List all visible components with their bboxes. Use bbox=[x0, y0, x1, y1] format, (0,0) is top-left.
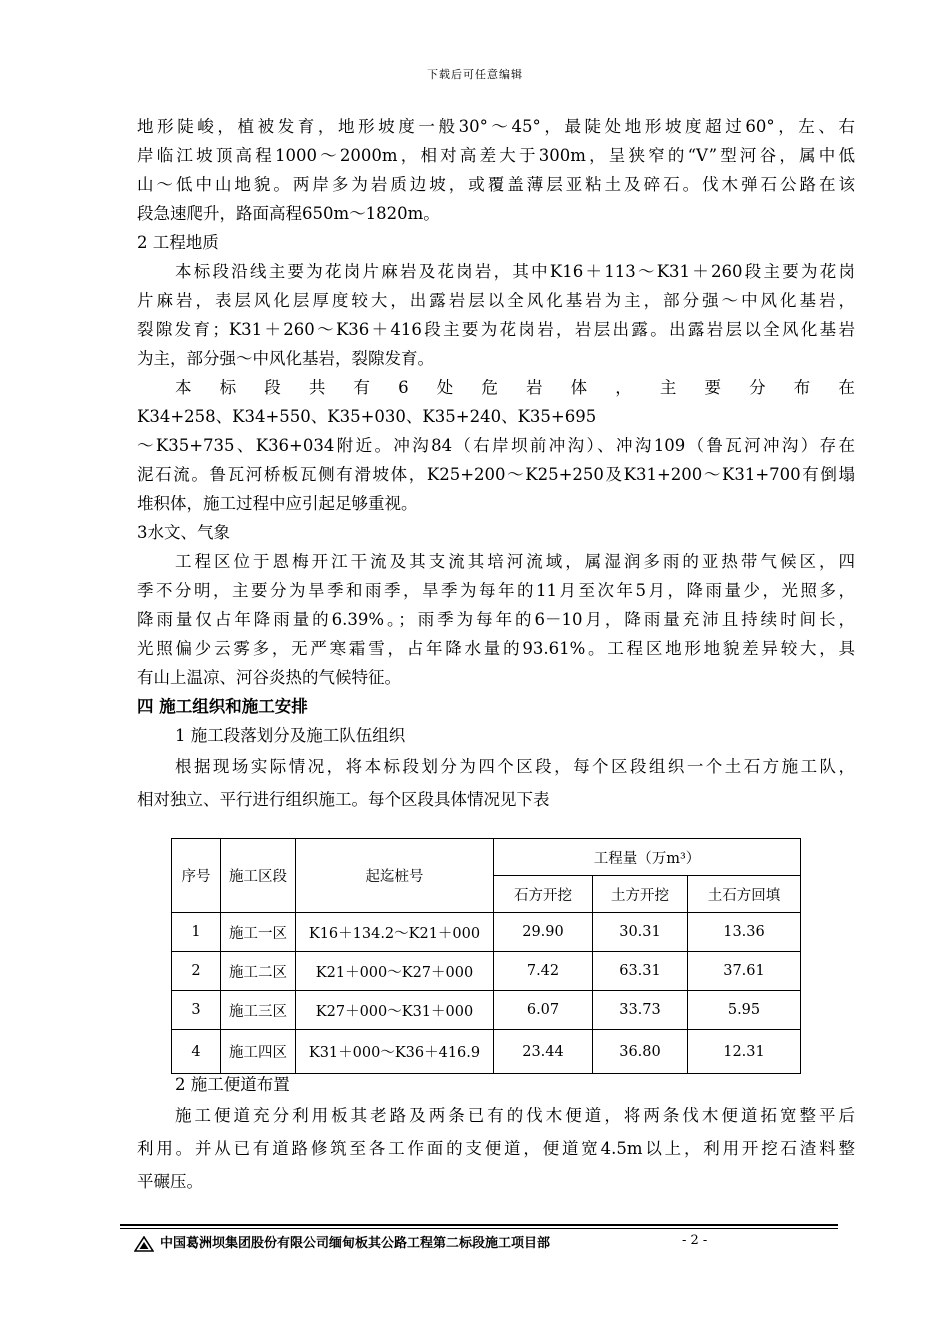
char: 要 bbox=[704, 378, 721, 397]
table-cell-earth: 63.31 bbox=[593, 952, 688, 991]
paragraph-line-spread bbox=[137, 373, 855, 402]
table-cell-stake: K16＋134.2～K21＋000 bbox=[296, 913, 494, 952]
table-header-earth: 土方开挖 bbox=[593, 876, 688, 913]
header-note: 下载后可任意编辑 bbox=[427, 68, 523, 81]
table-cell-stake: K27＋000～K31＋000 bbox=[296, 991, 494, 1030]
table-header-rock: 石方开挖 bbox=[494, 876, 593, 913]
paragraph-line: 施工便道充分利用板其老路及两条已有的伐木便道，将两条伐木便道拓宽整平后 bbox=[175, 1106, 855, 1125]
footer-company-name: 中国葛洲坝集团股份有限公司缅甸板其公路工程第二标段施工项目部 bbox=[160, 1236, 551, 1251]
table-cell-earth: 33.73 bbox=[593, 991, 688, 1030]
paragraph-line: 光照偏少云雾多，无严寒霜雪，占年降水量的93.61%。工程区地形地貌差异较大，具 bbox=[137, 639, 855, 658]
table-header-fill: 土石方回填 bbox=[688, 876, 801, 913]
char: 有 bbox=[353, 378, 370, 397]
char: 6 bbox=[398, 378, 409, 397]
paragraph-line: ～K35+735、K36+034附近。冲沟84（右岸坝前冲沟）、冲沟109（鲁瓦河冲沟）存在 bbox=[137, 436, 855, 455]
table-cell-zone: 施工一区 bbox=[221, 913, 296, 952]
paragraph-line: 平碾压。 bbox=[137, 1172, 203, 1191]
table-cell-rock: 23.44 bbox=[494, 1030, 593, 1074]
paragraph-line: 相对独立、平行进行组织施工。每个区段具体情况见下表 bbox=[137, 790, 550, 809]
table-cell-zone: 施工三区 bbox=[221, 991, 296, 1030]
paragraph-line: 降雨量仅占年降雨量的6.39%。；雨季为每年的6－10月，降雨量充沛且持续时间长， bbox=[137, 610, 855, 629]
document-body bbox=[137, 112, 855, 816]
char: 危 bbox=[481, 378, 498, 397]
table-row bbox=[172, 991, 801, 1030]
table-header-quantity: 工程量（万m³） bbox=[494, 839, 801, 876]
works-quantity-table bbox=[171, 838, 801, 1074]
table-cell-fill: 37.61 bbox=[688, 952, 801, 991]
paragraph-line: 裂隙发育；K31＋260～K36＋416段主要为花岗岩，岩层出露。出露岩层以全风化基岩 bbox=[137, 320, 855, 339]
table-cell-zone: 施工二区 bbox=[221, 952, 296, 991]
table-row bbox=[172, 913, 801, 952]
paragraph-line: 岸临江坡顶高程1000～2000m，相对高差大于300m，呈狭窄的“V”型河谷，属中低 bbox=[137, 146, 855, 165]
table-header-no: 序号 bbox=[172, 839, 221, 913]
table-cell-zone: 施工四区 bbox=[221, 1030, 296, 1074]
section-heading-geology: 2 工程地质 bbox=[137, 233, 219, 252]
char: 处 bbox=[436, 378, 454, 397]
paragraph-line: 本标段沿线主要为花岗片麻岩及花岗岩，其中K16＋113～K31＋260段主要为花岗 bbox=[175, 262, 855, 281]
section-heading-hydrology: 3水文、气象 bbox=[137, 523, 230, 542]
table-cell-rock: 29.90 bbox=[494, 913, 593, 952]
paragraph-line: 段急速爬升，路面高程650m～1820m。 bbox=[137, 204, 440, 223]
char: 段 bbox=[264, 378, 281, 397]
paragraph-line: 有山上温凉、河谷炎热的气候特征。 bbox=[137, 668, 401, 687]
table-cell-no: 3 bbox=[172, 991, 221, 1030]
footer-rule bbox=[120, 1228, 838, 1229]
paragraph-line: 片麻岩，表层风化层厚度较大，出露岩层以全风化基岩为主，部分强～中风化基岩， bbox=[137, 291, 855, 310]
char: 岩 bbox=[526, 378, 543, 397]
page-number: - 2 - bbox=[682, 1233, 708, 1248]
subsection-heading-access-roads: 2 施工便道布置 bbox=[175, 1075, 290, 1094]
table-header-stake: 起迄桩号 bbox=[296, 839, 494, 913]
table-header-zone: 施工区段 bbox=[221, 839, 296, 913]
table-cell-no: 2 bbox=[172, 952, 221, 991]
paragraph-line: 季不分明，主要分为旱季和雨季，旱季为每年的11月至次年5月，降雨量少，光照多， bbox=[137, 581, 855, 600]
table-row bbox=[172, 1030, 801, 1074]
table-cell-no: 4 bbox=[172, 1030, 221, 1074]
paragraph-line: 根据现场实际情况，将本标段划分为四个区段，每个区段组织一个土石方施工队， bbox=[175, 757, 855, 776]
table-cell-fill: 5.95 bbox=[688, 991, 801, 1030]
paragraph-line: 泥石流。鲁瓦河桥板瓦侧有滑坡体，K25+200～K25+250及K31+200～K31+700有倒塌 bbox=[137, 465, 855, 484]
char: ， bbox=[615, 378, 632, 397]
char: 标 bbox=[219, 378, 237, 397]
paragraph-line: 为主，部分强～中风化基岩，裂隙发育。 bbox=[137, 349, 434, 368]
table-cell-rock: 6.07 bbox=[494, 991, 593, 1030]
footer-rule bbox=[120, 1224, 838, 1226]
paragraph-line: 地形陡峻，植被发育，地形坡度一般30°～45°，最陡处地形坡度超过60°，左、右 bbox=[137, 117, 855, 136]
table-cell-stake: K21＋000～K27＋000 bbox=[296, 952, 494, 991]
char: 体 bbox=[570, 378, 588, 397]
table-cell-no: 1 bbox=[172, 913, 221, 952]
table-cell-fill: 13.36 bbox=[688, 913, 801, 952]
subsection-heading-zoning: 1 施工段落划分及施工队伍组织 bbox=[175, 726, 406, 745]
table-cell-stake: K31＋000～K36＋416.9 bbox=[296, 1030, 494, 1074]
table-cell-rock: 7.42 bbox=[494, 952, 593, 991]
char: 共 bbox=[308, 378, 326, 397]
paragraph-line: K34+258、K34+550、K35+030、K35+240、K35+695 bbox=[137, 407, 597, 426]
paragraph-line: 堆积体，施工过程中应引起足够重视。 bbox=[137, 494, 418, 513]
table-cell-fill: 12.31 bbox=[688, 1030, 801, 1074]
paragraph-line: 山～低中山地貌。两岸多为岩质边坡，或覆盖薄层亚粘土及碎石。伐木弹石公路在该 bbox=[137, 175, 855, 194]
char: 分 bbox=[749, 378, 766, 397]
document-body-after-table bbox=[137, 1070, 855, 1198]
paragraph-line: 工程区位于恩梅开江干流及其支流其培河流域，属湿润多雨的亚热带气候区，四 bbox=[175, 552, 855, 571]
char: 主 bbox=[659, 378, 677, 397]
char: 布 bbox=[793, 378, 811, 397]
table-row bbox=[172, 952, 801, 991]
section-heading-construction-organization: 四 施工组织和施工安排 bbox=[137, 697, 308, 716]
table-cell-earth: 36.80 bbox=[593, 1030, 688, 1074]
char: 在 bbox=[838, 378, 855, 397]
table-cell-earth: 30.31 bbox=[593, 913, 688, 952]
cggc-triangle-logo-icon bbox=[134, 1236, 154, 1252]
char: 本 bbox=[175, 378, 192, 397]
paragraph-line: 利用。并从已有道路修筑至各工作面的支便道，便道宽4.5m以上，利用开挖石渣料整 bbox=[137, 1139, 855, 1158]
